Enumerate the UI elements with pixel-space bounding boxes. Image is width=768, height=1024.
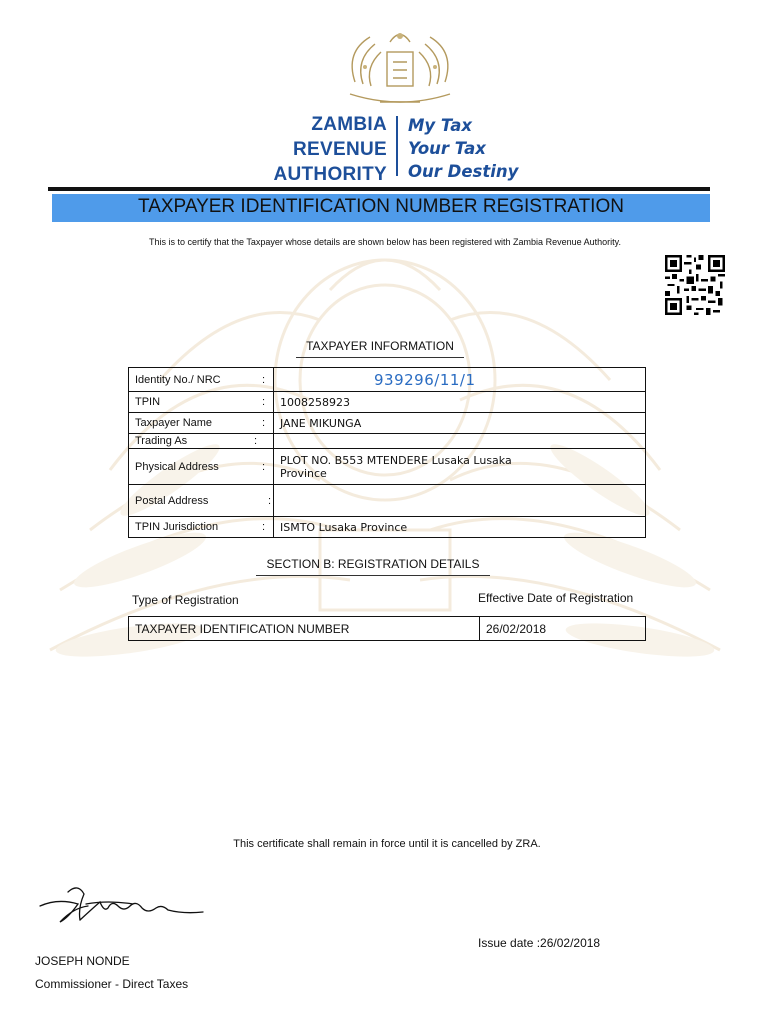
taxpayer-info-heading: TAXPAYER INFORMATION — [296, 339, 464, 358]
info-label: Physical Address : — [129, 449, 274, 485]
signature-image — [38, 878, 208, 928]
registration-type-label: Type of Registration — [132, 593, 239, 607]
registration-row — [129, 617, 646, 641]
taxpayer-name-value: JANE MIKUNGA — [274, 413, 646, 434]
info-label: Postal Address : — [129, 485, 274, 517]
wordmark-line: ZAMBIA — [311, 114, 387, 135]
effective-date-value: 26/02/2018 — [480, 617, 646, 641]
info-row-tpin — [129, 392, 646, 413]
certificate-title: TAXPAYER IDENTIFICATION NUMBER REGISTRATION — [52, 194, 710, 222]
info-row-trading-as — [129, 434, 646, 449]
brand-divider — [396, 116, 398, 176]
zra-slogan — [408, 114, 518, 183]
info-row-name — [129, 413, 646, 434]
effective-date-label: Effective Date of Registration — [478, 591, 634, 605]
info-label: TPIN : — [129, 392, 274, 413]
jurisdiction-value: ISMTO Lusaka Province — [274, 517, 646, 538]
issue-date: Issue date :26/02/2018 — [478, 936, 601, 950]
registration-heading: SECTION B: REGISTRATION DETAILS — [256, 557, 490, 576]
info-row-jurisdiction — [129, 517, 646, 538]
signer-title: Commissioner - Direct Taxes — [35, 977, 189, 991]
signatory — [35, 950, 188, 996]
info-label: Trading As : — [129, 434, 274, 449]
identity-value: 939296/11/1 — [274, 368, 646, 392]
signer-name: JOSEPH NONDE — [35, 954, 130, 968]
tpin-value: 1008258923 — [274, 392, 646, 413]
info-label: Taxpayer Name : — [129, 413, 274, 434]
slogan-line: Our Destiny — [408, 162, 519, 181]
header-rule — [48, 187, 710, 191]
info-row-identity — [129, 368, 646, 392]
taxpayer-info-table — [128, 367, 646, 538]
zra-wordmark — [255, 112, 387, 187]
wordmark-line: REVENUE — [293, 139, 387, 160]
registration-table — [128, 616, 646, 641]
trading-as-value — [274, 434, 646, 449]
info-label: Identity No./ NRC : — [129, 368, 274, 392]
wordmark-line: AUTHORITY — [273, 164, 387, 185]
slogan-line: My Tax — [408, 116, 472, 135]
qr-code — [665, 255, 725, 315]
validity-statement: This certificate shall remain in force until it is cancelled by ZRA. — [233, 838, 541, 850]
postal-address-value — [274, 485, 646, 517]
certify-statement: This is to certify that the Taxpayer whose details are shown below has been registered with Zambia Revenue Authority. — [149, 237, 621, 247]
physical-address-value: PLOT NO. B553 MTENDERE Lusaka Lusaka Province — [274, 449, 646, 485]
info-row-postal-address — [129, 485, 646, 517]
info-label: TPIN Jurisdiction : — [129, 517, 274, 538]
info-row-physical-address — [129, 449, 646, 485]
registration-type-value: TAXPAYER IDENTIFICATION NUMBER — [129, 617, 480, 641]
slogan-line: Your Tax — [408, 139, 486, 158]
zra-crest-logo — [335, 22, 465, 108]
